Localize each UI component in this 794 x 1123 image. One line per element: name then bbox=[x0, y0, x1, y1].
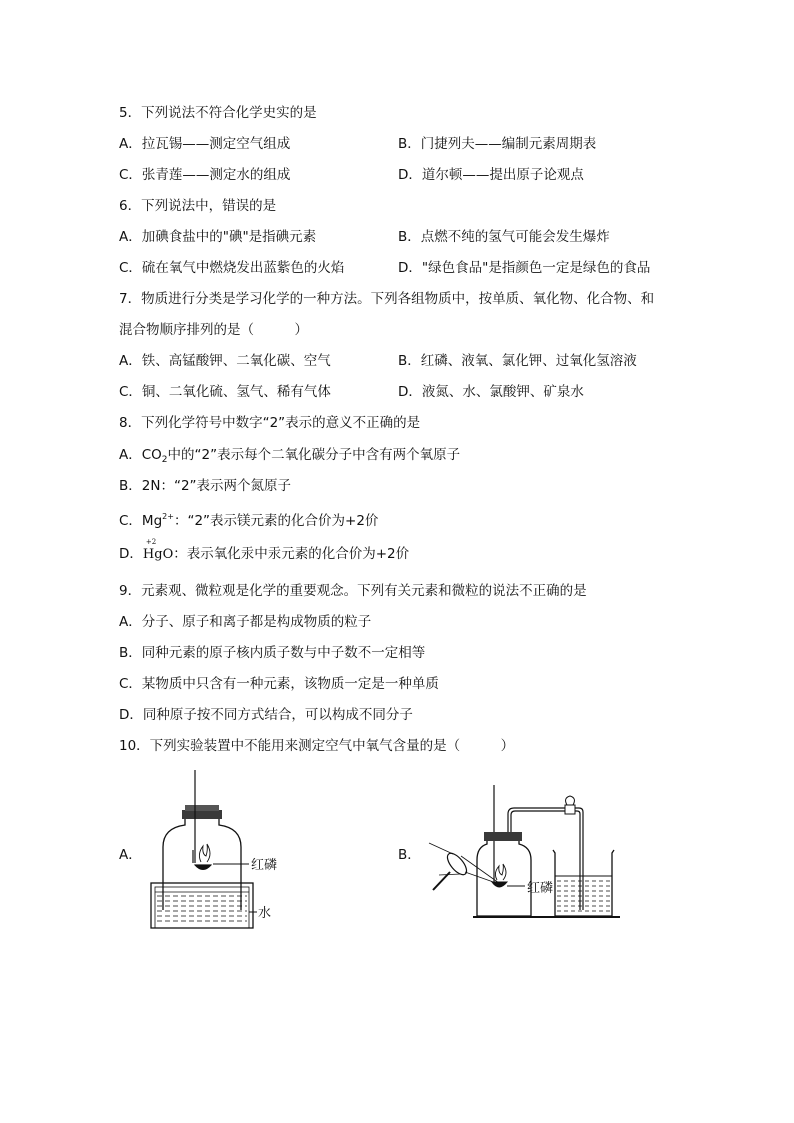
q9-option-b[interactable]: B．同种元素的原子核内质子数与中子数不一定相等 bbox=[119, 645, 426, 661]
q8-c-superscript: 2+ bbox=[162, 512, 174, 521]
spoon-a bbox=[195, 865, 211, 870]
q5-option-d[interactable]: D．道尔顿——提出原子论观点 bbox=[398, 167, 584, 183]
q6-option-d[interactable]: D．"绿色食品"是指颜色一定是绿色的食品 bbox=[398, 260, 651, 276]
q8-stem: 8．下列化学符号中数字“2”表示的意义不正确的是 bbox=[119, 415, 421, 431]
q9-stem: 9．元素观、微粒观是化学的重要观念。下列有关元素和微粒的说法不正确的是 bbox=[119, 583, 587, 599]
q8-c-prefix: C．Mg bbox=[119, 513, 163, 529]
apparatus-b bbox=[415, 780, 630, 925]
apparatus-a bbox=[145, 770, 285, 935]
q5-option-a[interactable]: A．拉瓦锡——测定空气组成 bbox=[119, 136, 291, 152]
q5-option-c[interactable]: C．张青莲——测定水的组成 bbox=[119, 167, 291, 183]
q5-stem: 5．下列说法不符合化学史实的是 bbox=[119, 105, 317, 121]
q8-d-prefix: D． bbox=[119, 546, 143, 562]
q7-stem-line2: 混合物顺序排列的是（ ） bbox=[119, 322, 308, 338]
q8-a-prefix: A．CO bbox=[119, 447, 162, 463]
q6-option-c[interactable]: C．硫在氧气中燃烧发出蓝紫色的火焰 bbox=[119, 260, 345, 276]
q10-stem: 10．下列实验装置中不能用来测定空气中氧气含量的是（ ） bbox=[119, 738, 515, 754]
trough-inner-a bbox=[155, 887, 249, 928]
q8-a-rest: 中的“2”表示每个二氧化碳分子中含有两个氧原子 bbox=[167, 447, 461, 463]
q5-option-b[interactable]: B．门捷列夫——编制元素周期表 bbox=[398, 136, 597, 152]
flame-b bbox=[495, 864, 506, 880]
light-ray-2 bbox=[439, 874, 461, 875]
q7-option-a[interactable]: A．铁、高锰酸钾、二氧化碳、空气 bbox=[119, 353, 331, 369]
q7-stem-line1: 7．物质进行分类是学习化学的一种方法。下列各组物质中，按单质、氧化物、化合物、和 bbox=[119, 291, 655, 307]
q8-option-c[interactable] bbox=[119, 508, 378, 530]
spoon-b bbox=[492, 882, 507, 887]
q8-d-rest: ：表示氧化汞中汞元素的化合价为+2价 bbox=[173, 546, 410, 562]
q10-option-b-letter[interactable]: B． bbox=[398, 847, 421, 863]
q9-option-a[interactable]: A．分子、原子和离子都是构成物质的粒子 bbox=[119, 614, 372, 630]
hgo-valence: +2 bbox=[145, 538, 157, 546]
hgo-formula bbox=[142, 538, 174, 564]
q8-a-subscript: 2 bbox=[161, 455, 168, 465]
q6-stem: 6．下列说法中，错误的是 bbox=[119, 198, 277, 214]
flame-a bbox=[199, 844, 210, 862]
label-water-a: 水 bbox=[258, 906, 272, 921]
light-ray-1 bbox=[429, 843, 453, 854]
q8-c-rest: ：“2”表示镁元素的化合价为+2价 bbox=[173, 513, 379, 529]
q8-option-a[interactable] bbox=[119, 446, 460, 469]
q9-option-c[interactable]: C．某物质中只含有一种元素，该物质一定是一种单质 bbox=[119, 676, 439, 692]
q6-option-b[interactable]: B．点燃不纯的氢气可能会发生爆炸 bbox=[398, 229, 610, 245]
q8-option-d[interactable] bbox=[119, 538, 410, 564]
q6-option-a[interactable]: A．加碘食盐中的"碘"是指碘元素 bbox=[119, 229, 317, 245]
label-red-phosphorus-a: 红磷 bbox=[251, 858, 278, 873]
hgo-text: HgO bbox=[142, 547, 174, 562]
stopper-b bbox=[484, 832, 522, 841]
stopper-top-a bbox=[185, 805, 219, 811]
q7-option-c[interactable]: C．铜、二氧化硫、氢气、稀有气体 bbox=[119, 384, 331, 400]
stopper-a bbox=[182, 810, 222, 819]
clamp-b bbox=[565, 805, 575, 814]
q7-option-d[interactable]: D．液氮、水、氯酸钾、矿泉水 bbox=[398, 384, 584, 400]
q8-option-b[interactable]: B．2N：“2”表示两个氮原子 bbox=[119, 478, 292, 494]
water-dashes-a bbox=[157, 896, 247, 921]
q9-option-d[interactable]: D．同种原子按不同方式结合，可以构成不同分子 bbox=[119, 707, 413, 723]
q7-option-b[interactable]: B．红磷、液氧、氯化钾、过氧化氢溶液 bbox=[398, 353, 637, 369]
q10-option-a-letter[interactable]: A． bbox=[119, 847, 142, 863]
label-red-phosphorus-b: 红磷 bbox=[527, 881, 554, 896]
